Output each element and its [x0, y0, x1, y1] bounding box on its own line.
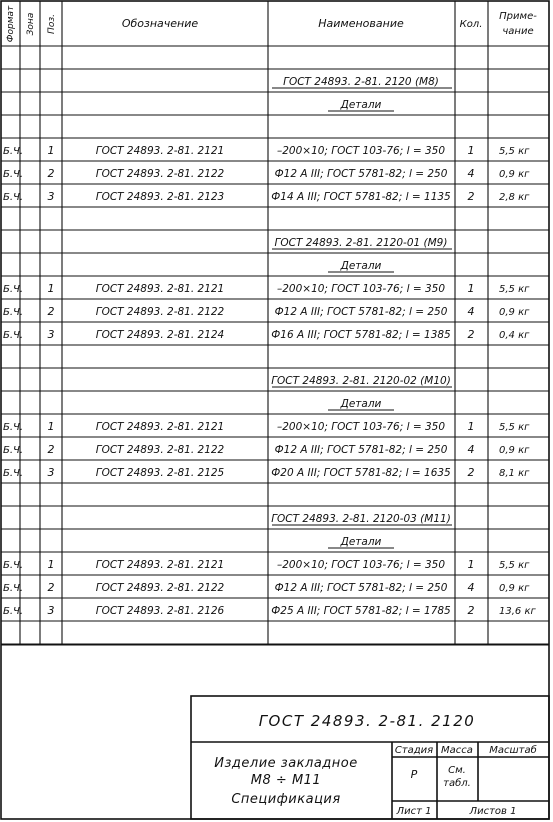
mass-value-line2: табл. [443, 778, 471, 789]
cell-note: 5,5 кг [499, 284, 530, 295]
cell-name: –200×10; ГОСТ 103-76; l = 350 [276, 421, 446, 433]
cell-name: Детали [340, 260, 382, 272]
cell-designation: ГОСТ 24893. 2-81. 2126 [95, 605, 225, 617]
cell-qty: 1 [467, 558, 475, 571]
table-row [3, 466, 530, 479]
cell-pos: 1 [47, 558, 55, 571]
sheets-label: Листов 1 [469, 806, 517, 817]
cell-format: Б.Ч. [3, 422, 24, 433]
cell-format: Б.Ч. [3, 169, 24, 180]
header-note-line2: чание [502, 26, 534, 37]
table-row [3, 558, 530, 571]
cell-note: 5,5 кг [499, 422, 530, 433]
table-row [328, 536, 394, 548]
cell-name: ГОСТ 24893. 2-81. 2120-03 (М11) [271, 513, 451, 525]
mass-value-line1: См. [448, 765, 466, 776]
cell-name: Ф12 А III; ГОСТ 5781-82; l = 250 [274, 168, 448, 180]
table-row [3, 328, 530, 341]
cell-designation: ГОСТ 24893. 2-81. 2122 [95, 306, 225, 318]
cell-note: 0,4 кг [499, 330, 530, 341]
sheet-label: Лист 1 [396, 806, 432, 817]
cell-pos: 2 [47, 305, 55, 318]
cell-note: 5,5 кг [499, 560, 530, 571]
cell-designation: ГОСТ 24893. 2-81. 2122 [95, 168, 225, 180]
header-qty: Кол. [459, 19, 483, 30]
cell-note: 13,6 кг [499, 606, 536, 617]
cell-name: ГОСТ 24893. 2-81. 2120-01 (М9) [274, 237, 448, 249]
cell-note: 2,8 кг [499, 192, 530, 203]
cell-name: –200×10; ГОСТ 103-76; l = 350 [276, 559, 446, 571]
cell-name: Детали [340, 536, 382, 548]
header-note-line1: Приме- [499, 11, 537, 22]
table-row [3, 604, 536, 617]
cell-note: 0,9 кг [499, 583, 530, 594]
table-body [3, 76, 536, 617]
table-row [3, 443, 530, 456]
cell-pos: 2 [47, 443, 55, 456]
product-name-line3: Спецификация [231, 792, 341, 807]
table-row [271, 513, 452, 525]
table-row [3, 420, 530, 433]
cell-name: ГОСТ 24893. 2-81. 2120-02 (М10) [271, 375, 451, 387]
cell-format: Б.Ч. [3, 284, 24, 295]
cell-designation: ГОСТ 24893. 2-81. 2122 [95, 582, 225, 594]
cell-format: Б.Ч. [3, 583, 24, 594]
cell-format: Б.Ч. [3, 192, 24, 203]
table-column-lines [1, 1, 549, 645]
cell-format: Б.Ч. [3, 468, 24, 479]
cell-name: Ф12 А III; ГОСТ 5781-82; l = 250 [274, 306, 448, 318]
cell-qty: 4 [467, 305, 475, 318]
cell-qty: 2 [467, 604, 475, 617]
table-row [3, 305, 530, 318]
header-designation: Обозначение [121, 17, 199, 30]
stage-label: Стадия [394, 745, 434, 756]
cell-name: Детали [340, 99, 382, 111]
cell-name: Ф12 А III; ГОСТ 5781-82; l = 250 [274, 582, 448, 594]
cell-name: ГОСТ 24893. 2-81. 2120 (М8) [283, 76, 439, 88]
document-code: ГОСТ 24893. 2-81. 2120 [258, 712, 476, 730]
scale-label: Масштаб [489, 745, 537, 756]
table-row [3, 190, 530, 203]
mass-label: Масса [441, 745, 473, 756]
cell-format: Б.Ч. [3, 307, 24, 318]
cell-format: Б.Ч. [3, 560, 24, 571]
cell-format: Б.Ч. [3, 146, 24, 157]
cell-qty: 4 [467, 443, 475, 456]
cell-pos: 2 [47, 167, 55, 180]
cell-format: Б.Ч. [3, 330, 24, 341]
table-row [3, 282, 530, 295]
table-row [328, 398, 394, 410]
cell-pos: 1 [47, 282, 55, 295]
table-row [3, 167, 530, 180]
product-name-line2: М8 ÷ М11 [250, 773, 322, 788]
cell-name: Ф20 А III; ГОСТ 5781-82; l = 1635 [271, 467, 451, 479]
cell-note: 5,5 кг [499, 146, 530, 157]
cell-pos: 3 [47, 604, 55, 617]
table-row [272, 76, 452, 88]
cell-qty: 2 [467, 190, 475, 203]
cell-note: 0,9 кг [499, 169, 530, 180]
header-format: Формат [6, 5, 16, 43]
cell-note: 0,9 кг [499, 445, 530, 456]
cell-format: Б.Ч. [3, 606, 24, 617]
cell-designation: ГОСТ 24893. 2-81. 2123 [95, 191, 225, 203]
cell-pos: 3 [47, 466, 55, 479]
table-row-lines [1, 46, 549, 644]
cell-qty: 1 [467, 144, 475, 157]
cell-designation: ГОСТ 24893. 2-81. 2121 [95, 559, 225, 571]
cell-pos: 1 [47, 144, 55, 157]
header-zone: Зона [26, 12, 36, 36]
header-name: Наименование [318, 17, 404, 30]
table-row [328, 260, 394, 272]
table-header [6, 5, 537, 42]
cell-note: 8,1 кг [499, 468, 530, 479]
cell-designation: ГОСТ 24893. 2-81. 2121 [95, 145, 225, 157]
cell-qty: 2 [467, 466, 475, 479]
table-row [272, 237, 452, 249]
cell-designation: ГОСТ 24893. 2-81. 2122 [95, 444, 225, 456]
cell-qty: 2 [467, 328, 475, 341]
cell-name: Детали [340, 398, 382, 410]
table-row [3, 581, 530, 594]
cell-designation: ГОСТ 24893. 2-81. 2124 [95, 329, 225, 341]
table-row [271, 375, 452, 387]
product-name-line1: Изделие закладное [214, 756, 358, 771]
cell-name: Ф25 А III; ГОСТ 5781-82; l = 1785 [271, 605, 451, 617]
cell-name: Ф12 А III; ГОСТ 5781-82; l = 250 [274, 444, 448, 456]
cell-qty: 1 [467, 420, 475, 433]
cell-name: Ф16 А III; ГОСТ 5781-82; l = 1385 [271, 329, 451, 341]
cell-pos: 3 [47, 190, 55, 203]
cell-pos: 2 [47, 581, 55, 594]
cell-note: 0,9 кг [499, 307, 530, 318]
cell-format: Б.Ч. [3, 445, 24, 456]
cell-designation: ГОСТ 24893. 2-81. 2121 [95, 283, 225, 295]
cell-pos: 3 [47, 328, 55, 341]
cell-qty: 4 [467, 167, 475, 180]
cell-name: –200×10; ГОСТ 103-76; l = 350 [276, 283, 446, 295]
cell-name: –200×10; ГОСТ 103-76; l = 350 [276, 145, 446, 157]
stage-value: Р [410, 768, 418, 781]
cell-pos: 1 [47, 420, 55, 433]
header-pos: Поз. [47, 14, 57, 34]
cell-qty: 1 [467, 282, 475, 295]
table-row [328, 99, 394, 111]
table-row [3, 144, 530, 157]
cell-qty: 4 [467, 581, 475, 594]
cell-designation: ГОСТ 24893. 2-81. 2125 [95, 467, 225, 479]
cell-designation: ГОСТ 24893. 2-81. 2121 [95, 421, 225, 433]
cell-name: Ф14 А III; ГОСТ 5781-82; l = 1135 [271, 191, 451, 203]
